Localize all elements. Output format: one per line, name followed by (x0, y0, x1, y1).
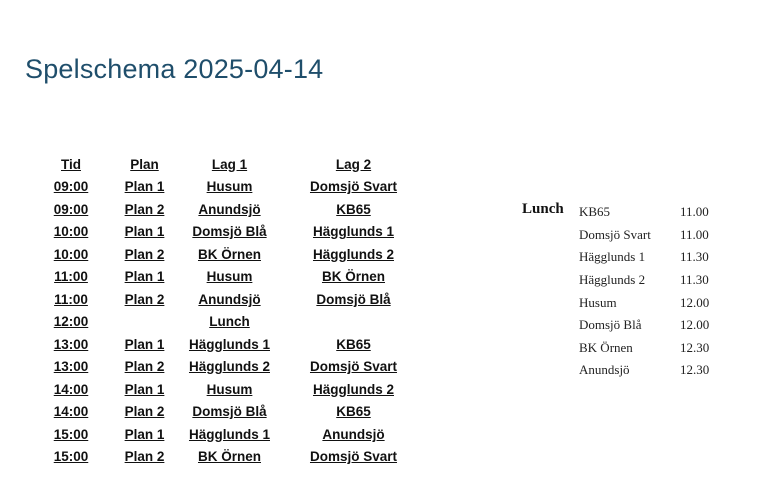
lunch-body (579, 201, 730, 382)
lunch-team: Domsjö Blå (579, 317, 642, 333)
schedule-body (40, 176, 435, 469)
table-row (40, 221, 435, 244)
table-row (40, 446, 435, 469)
lunch-team: Anundsjö (579, 362, 630, 378)
lunch-row (579, 291, 730, 314)
lunch-team: Domsjö Svart (579, 226, 651, 242)
cell-lag1: Anundsjö (198, 291, 261, 307)
lunch-time: 11.00 (680, 204, 709, 220)
schedule-header-row (40, 153, 435, 176)
cell-plan (102, 311, 187, 334)
cell-tid: 13:00 (53, 336, 89, 352)
cell-plan: Plan 1 (124, 269, 165, 285)
lunch-row (579, 246, 730, 269)
lunch-time: 12.30 (680, 339, 710, 355)
table-row (40, 288, 435, 311)
lunch-team: Husum (579, 294, 617, 310)
cell-lag1: Lunch (209, 314, 250, 330)
cell-tid: 15:00 (53, 426, 89, 442)
cell-plan: Plan 2 (124, 449, 165, 465)
header-tid: Tid (61, 156, 81, 172)
cell-lag2 (272, 311, 435, 334)
cell-tid: 09:00 (53, 201, 89, 217)
cell-plan: Plan 1 (124, 426, 165, 442)
lunch-team: KB65 (579, 204, 611, 220)
table-row (40, 176, 435, 199)
table-row (40, 266, 435, 289)
cell-lag2: Domsjö Svart (309, 179, 398, 195)
cell-tid: 11:00 (54, 269, 88, 285)
cell-lag2: Hägglunds 2 (312, 246, 394, 262)
cell-tid: 11:00 (54, 291, 88, 307)
cell-lag1: Anundsjö (198, 201, 261, 217)
cell-tid: 12:00 (53, 314, 89, 330)
lunch-time: 12.00 (680, 317, 710, 333)
header-lag1: Lag 1 (211, 156, 248, 172)
cell-plan: Plan 1 (124, 179, 165, 195)
cell-lag2: Hägglunds 2 (312, 381, 394, 397)
cell-plan: Plan 1 (124, 336, 165, 352)
cell-lag1: Husum (206, 381, 253, 397)
cell-tid: 09:00 (53, 179, 89, 195)
cell-plan: Plan 2 (124, 246, 165, 262)
cell-lag2: Domsjö Blå (316, 291, 391, 307)
cell-tid: 15:00 (53, 449, 89, 465)
cell-lag1: BK Örnen (197, 449, 261, 465)
cell-tid: 14:00 (53, 404, 89, 420)
schedule-table (40, 153, 435, 468)
table-row (40, 423, 435, 446)
lunch-row (579, 314, 730, 337)
lunch-row (579, 269, 730, 292)
table-row (40, 401, 435, 424)
lunch-row (579, 201, 730, 224)
cell-lag1: Hägglunds 1 (188, 426, 270, 442)
table-row (40, 333, 435, 356)
lunch-time: 11.00 (680, 226, 709, 242)
cell-lag1: Hägglunds 2 (188, 359, 270, 375)
page-title: Spelschema 2025-04-14 (25, 54, 324, 84)
cell-lag2: KB65 (336, 201, 371, 217)
cell-lag1: Hägglunds 1 (188, 336, 270, 352)
lunch-label: Lunch (522, 201, 564, 217)
cell-plan: Plan 1 (124, 381, 165, 397)
table-row (40, 243, 435, 266)
cell-plan: Plan 2 (124, 404, 165, 420)
cell-lag2: KB65 (336, 336, 371, 352)
cell-lag1: Husum (206, 179, 253, 195)
cell-plan: Plan 2 (124, 359, 165, 375)
table-row (40, 198, 435, 221)
cell-lag1: Domsjö Blå (192, 224, 267, 240)
cell-lag2: KB65 (336, 404, 371, 420)
table-row (40, 356, 435, 379)
lunch-team: Hägglunds 2 (579, 272, 646, 288)
lunch-table (579, 201, 730, 382)
table-row (40, 311, 435, 334)
lunch-team: Hägglunds 1 (579, 249, 646, 265)
lunch-time: 11.30 (680, 249, 709, 265)
lunch-row (579, 359, 730, 382)
lunch-team: BK Örnen (579, 339, 633, 355)
cell-plan: Plan 2 (124, 201, 165, 217)
cell-plan: Plan 1 (124, 224, 165, 240)
cell-lag1: Domsjö Blå (192, 404, 267, 420)
header-plan: Plan (130, 156, 159, 172)
cell-lag2: BK Örnen (321, 269, 385, 285)
cell-plan: Plan 2 (124, 291, 165, 307)
cell-tid: 14:00 (53, 381, 89, 397)
lunch-time: 12.00 (680, 294, 710, 310)
lunch-time: 11.30 (680, 272, 709, 288)
cell-tid: 13:00 (53, 359, 89, 375)
cell-lag1: Husum (206, 269, 253, 285)
cell-lag2: Domsjö Svart (309, 359, 398, 375)
lunch-row (579, 337, 730, 360)
lunch-row (579, 224, 730, 247)
cell-lag2: Domsjö Svart (309, 449, 398, 465)
lunch-time: 12.30 (680, 362, 710, 378)
cell-lag2: Anundsjö (322, 426, 385, 442)
cell-tid: 10:00 (53, 224, 89, 240)
cell-tid: 10:00 (53, 246, 89, 262)
cell-lag1: BK Örnen (197, 246, 261, 262)
header-lag2: Lag 2 (335, 156, 372, 172)
cell-lag2: Hägglunds 1 (312, 224, 394, 240)
table-row (40, 378, 435, 401)
